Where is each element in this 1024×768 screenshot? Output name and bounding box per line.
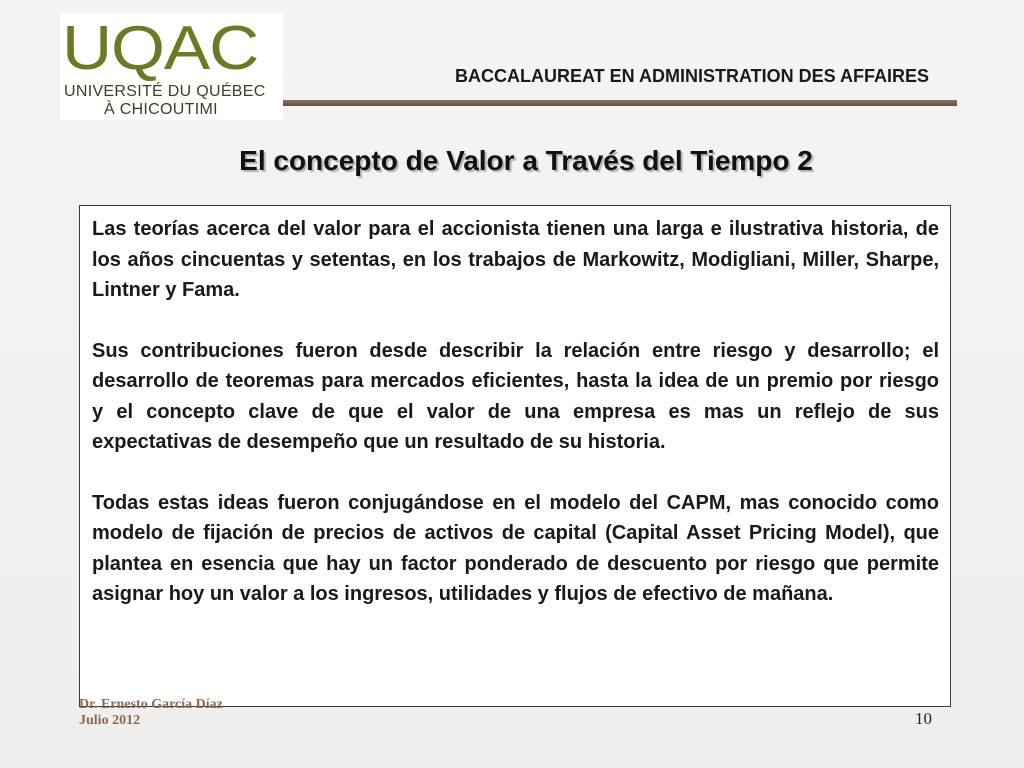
slide-title: El concepto de Valor a Través del Tiempo 2 <box>239 145 813 176</box>
logo-city-line: À CHICOUTIMI <box>104 101 218 118</box>
content-box <box>79 205 951 707</box>
logo-mark: UQAC <box>62 14 259 83</box>
paragraph-2: Sus contribuciones fueron desde describir la relación entre riesgo y desarrollo; el desarrollo de teoremas para mercados eficientes, hasta la idea de un premio por riesgo y el concepto clave de que el valor de una empresa es mas un reflejo de sus expectativas de desempeño que un resultado de su historia. <box>92 339 939 453</box>
logo-university-line: UNIVERSITÉ DU QUÉBEC <box>64 83 266 100</box>
paragraph-3: Todas estas ideas fueron conjugándose en el modelo del CAPM, mas conocido como modelo de fijación de precios de activos de capital (Capital Asset Pricing Model), que plantea en esencia que hay un factor ponderado de descuento por riesgo que permite asignar hoy un valor a los ingresos, utilidades y flujos de efectivo de mañana. <box>92 491 939 605</box>
header-rule <box>283 100 957 106</box>
footer-author: Dr. Ernesto García Díaz <box>79 697 223 712</box>
uqac-logo <box>60 13 283 120</box>
paragraph-1: Las teorías acerca del valor para el accionista tienen una larga e ilustrativa historia, de los años cincuentas y setentas, en los trabajos de Markowitz, Modigliani, Miller, Sharpe, Lintner y Fama. <box>92 218 939 301</box>
page-number: 10 <box>915 709 932 728</box>
program-name: BACCALAUREAT EN ADMINISTRATION DES AFFAIRES <box>455 66 929 86</box>
footer-date: Julio 2012 <box>79 713 141 728</box>
